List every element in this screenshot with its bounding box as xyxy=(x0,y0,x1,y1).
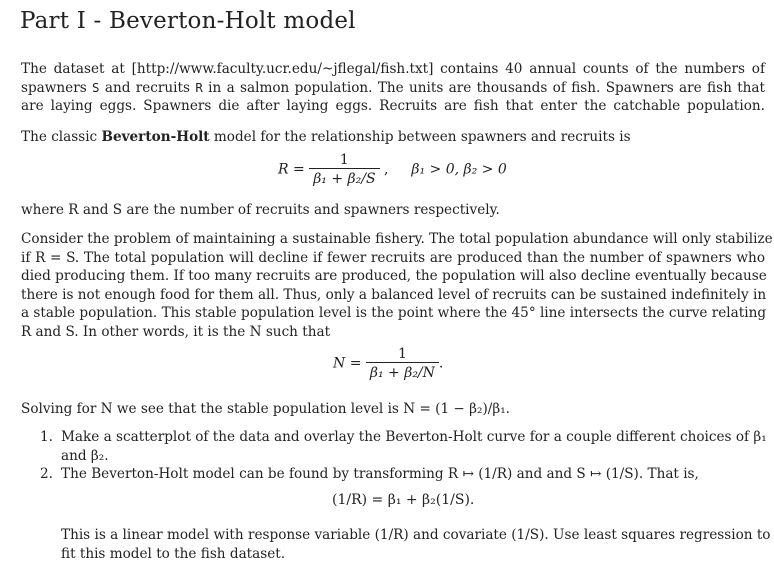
list-item-1-number: 1. xyxy=(40,429,53,445)
where-paragraph xyxy=(21,201,765,220)
eq1-numerator: 1 xyxy=(339,152,349,168)
consider-line-4: there is not enough food for them all. Thus, only a balanced level of recruits can be sustained indefinitely in xyxy=(21,286,767,303)
list-item-1-text xyxy=(61,428,767,465)
intro-paragraph xyxy=(21,60,765,116)
intro-text-spawners: spawners xyxy=(21,79,87,96)
section-title: Part I - Beverton-Holt model xyxy=(20,8,356,34)
list-item-2-number: 2. xyxy=(40,466,53,482)
solving-line: Solving for N we see that the stable population level is N = (1 − β₂)/β₁. xyxy=(21,401,510,417)
intro-line-3: are laying eggs. Spawners die after laying eggs. Recruits are fish that enter the catchable population. xyxy=(21,98,765,115)
classic-line xyxy=(21,128,765,147)
consider-line-5: a stable population. This stable population level is the point where the 45° line intersects the curve relating xyxy=(21,305,767,322)
eq2-numerator: 1 xyxy=(397,346,407,362)
code-S: S xyxy=(92,79,100,95)
where-line: where R and S are the number of recruits and spawners respectively. xyxy=(21,202,500,218)
list-item-2-line-1: The Beverton-Holt model can be found by transforming R ↦ (1/R) and and S ↦ (1/S). That is, xyxy=(61,466,699,482)
equation-stable-N xyxy=(333,346,443,381)
equation-beverton-holt: R = $\frac{1}{\text{β₁ + β₂/S}}$ , β₁ > 0, β₂ > 0 xyxy=(278,152,507,187)
list-item-1-line-2: and β₂. xyxy=(61,447,109,464)
linear-line-2: fit this model to the fish dataset. xyxy=(61,545,286,562)
classic-paragraph xyxy=(21,128,765,147)
eq1-denominator: β₁ + β₂/S xyxy=(309,168,379,187)
intro-line-1: The dataset at [http://www.faculty.ucr.edu/~jflegal/fish.txt] contains 40 annual counts of the numbers of xyxy=(21,61,765,77)
classic-bold-term: Beverton-Holt xyxy=(101,129,210,145)
consider-paragraph xyxy=(21,230,773,342)
consider-line-1: Consider the problem of maintaining a sustainable fishery. The total population abundance will only stabilize xyxy=(21,231,773,247)
eq1-fraction xyxy=(309,152,379,187)
eq1-condition: β₁ > 0, β₂ > 0 xyxy=(411,161,507,178)
intro-line-2 xyxy=(21,79,765,98)
consider-line-6: R and S. In other words, it is the N such that xyxy=(21,323,331,340)
classic-post: model for the relationship between spawners and recruits is xyxy=(213,129,631,145)
eq2-lhs: N = xyxy=(333,355,362,372)
solving-paragraph xyxy=(21,400,765,419)
eq2-fraction xyxy=(366,346,439,381)
eq2-denominator: β₁ + β₂/N xyxy=(366,362,439,381)
consider-line-3: died producing them. If too many recruits are produced, the population will also decline eventually because xyxy=(21,268,767,285)
intro-text-rest: in a salmon population. The units are thousands of fish. Spawners are fish that xyxy=(208,79,765,96)
equation-linear-transform: (1/R) = β₁ + β₂(1/S). xyxy=(332,492,475,508)
intro-text-recruits: and recruits xyxy=(104,79,190,96)
list-item-2-text xyxy=(61,465,764,484)
eq1-lhs: R = xyxy=(278,161,305,178)
linear-paragraph xyxy=(61,526,771,563)
classic-pre: The classic xyxy=(21,129,98,145)
eq2-period: . xyxy=(438,355,444,372)
linear-line-1: This is a linear model with response variable (1/R) and covariate (1/S). Use least squares regression to xyxy=(61,527,771,543)
list-item-1-line-1: Make a scatterplot of the data and overlay the Beverton-Holt curve for a couple different choices of β₁ xyxy=(61,429,767,445)
consider-line-2: if R = S. The total population will decline if fewer recruits are produced than the number of spawners who xyxy=(21,249,765,266)
code-R: R xyxy=(195,79,203,95)
